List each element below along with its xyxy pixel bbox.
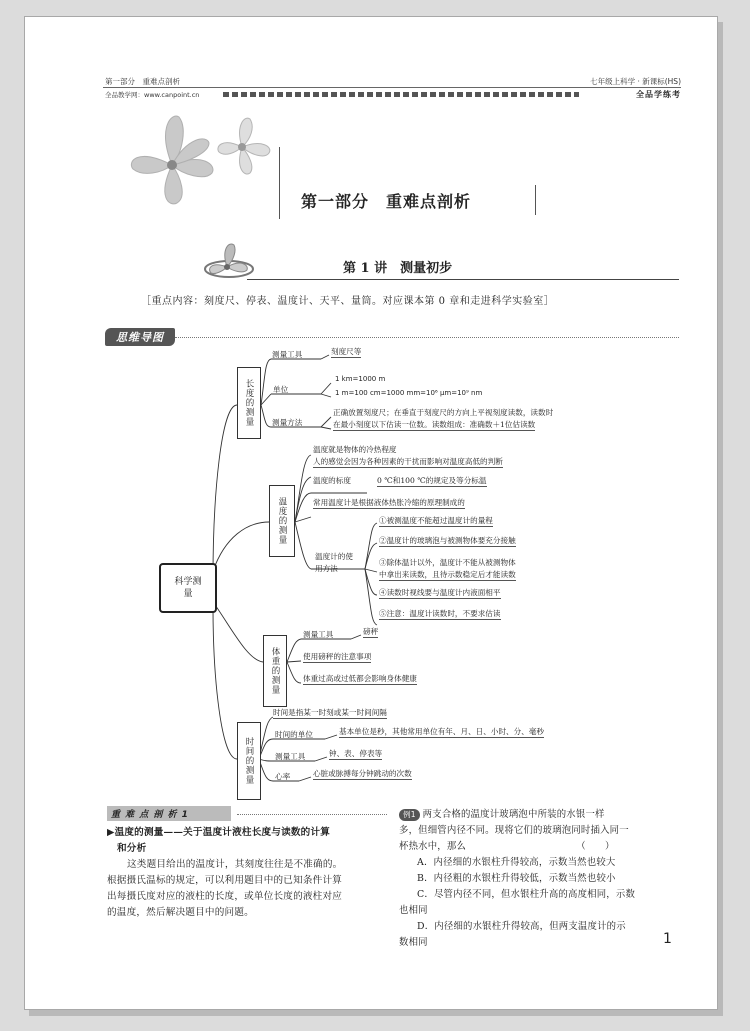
temp-principle: 常用温度计是根据液体热胀冷缩的原理制成的	[313, 498, 465, 507]
mindmap-root: 科学测量	[159, 563, 217, 613]
analysis-para-4: 的温度，然后解决题目中的问题。	[107, 907, 254, 918]
example-option-c: C．尽管内径不同，但水银柱升高的高度相同，示数	[417, 889, 636, 900]
weight-note-2: 体重过高或过低都会影响身体健康	[303, 674, 417, 683]
temp-use-2: ②温度计的玻璃泡与被测物体要充分接触	[379, 536, 516, 545]
example-option-b: B．内径粗的水银柱升得较低，示数当然也较小	[417, 873, 616, 884]
temp-scale: 0 ℃和100 ℃的规定及等分标温	[377, 476, 487, 485]
temp-usage-label: 温度计的使用方法	[315, 552, 353, 573]
node-weight: 体重的测量	[263, 635, 287, 707]
analysis-heading-2: 和分析	[117, 843, 147, 854]
length-unit-2: 1 m=100 cm=1000 mm=10⁶ μm=10⁹ nm	[335, 389, 483, 397]
header-left: 第一部分 重难点剖析	[105, 77, 180, 86]
example-text	[399, 807, 685, 951]
temp-scale-label: 温度的标度	[313, 476, 351, 485]
node-length: 长度的测量	[237, 367, 261, 439]
length-unit-label: 单位	[273, 385, 289, 394]
temp-use-4: ④读数时视线要与温度计内液面相平	[379, 588, 501, 597]
analysis-rule	[237, 814, 387, 815]
example-badge: 例1	[399, 809, 420, 821]
analysis-para-1: 这类题目给出的温度计，其刻度往往是不准确的。	[127, 859, 343, 870]
node-time: 时间的测量	[237, 722, 261, 800]
example-option-a: A．内径细的水银柱升得较高，示数当然也较大	[417, 857, 616, 868]
time-heart: 心脏或脉搏每分钟跳动的次数	[313, 769, 412, 778]
key-content: ［重点内容：刻度尺、停表、温度计、天平、量筒。对应课本第 0 章和走进科学实验室］	[141, 296, 555, 307]
temp-use-5: ⑤注意：温度计读数时，不要求估读	[379, 609, 501, 618]
length-method-2: 在最小刻度以下估读一位数。读数组成：准确数＋1位估读数	[333, 420, 536, 429]
temp-use-3a: ③除体温计以外，温度计不能从被测物体	[379, 558, 516, 567]
lesson-title: 第 1 讲 测量初步	[343, 261, 453, 276]
example-option-d-cont: 数相同	[399, 937, 428, 948]
example-line-3: 杯热水中，那么 （ ）	[399, 841, 615, 852]
time-tool-label: 测量工具	[275, 752, 306, 761]
length-tool: 刻度尺等	[331, 347, 362, 356]
example-line-2: 多，但细管内径不同。现将它们的玻璃泡同时插入同一	[399, 825, 629, 836]
temp-use-1: ①被测温度不能超过温度计的量程	[379, 516, 493, 525]
analysis-label: 重 难 点 剖 析 1	[107, 806, 231, 821]
length-unit-1: 1 km=1000 m	[335, 375, 386, 383]
header-right: 七年级上科学 · 新课标(HS)	[590, 77, 681, 86]
example-option-d: D．内径细的水银柱升得较高，但两支温度计的示	[417, 921, 626, 932]
weight-tool: 磅秤	[363, 627, 379, 636]
temp-def-1: 温度就是物体的冷热程度	[313, 445, 397, 454]
analysis-para-2: 根据摄氏温标的规定，可以利用题目中的已知条件计算	[107, 875, 343, 886]
header-site: 全品教学网：www.canpoint.cn	[105, 91, 200, 99]
length-method-label: 测量方法	[272, 418, 303, 427]
temp-def-2: 人的感觉会因为各种因素的干扰而影响对温度高低的判断	[313, 457, 503, 466]
temp-use-3b: 中拿出来读数，且待示数稳定后才能读数	[379, 570, 516, 579]
analysis-text	[107, 825, 399, 921]
header-brand: 全品学练考	[636, 90, 681, 99]
weight-note-1: 使用磅秤的注意事项	[303, 652, 372, 661]
analysis-heading-1: ▶温度的测量——关于温度计液柱长度与读数的计算	[107, 827, 331, 838]
page-number: 1	[663, 931, 672, 947]
time-unit: 基本单位是秒，其他常用单位有年、月、日、小时、分、毫秒	[339, 727, 545, 736]
analysis-para-3: 出每摄氏度对应的液柱的长度，或单位长度的液柱对应	[107, 891, 343, 902]
time-heart-label: 心率	[275, 772, 291, 781]
document-page	[24, 16, 718, 1010]
time-unit-label: 时间的单位	[275, 730, 313, 739]
example-line-1: 两支合格的温度计玻璃泡中所装的水银一样	[422, 809, 605, 820]
example-option-c-cont: 也相同	[399, 905, 428, 916]
time-tool: 钟、表、停表等	[329, 749, 383, 758]
length-tool-label: 测量工具	[272, 350, 303, 359]
length-method-1: 正确放置刻度尺；在垂直于刻度尺的方向上平视刻度读数，读数时	[333, 408, 554, 417]
section-label-mindmap: 思维导图	[105, 328, 175, 346]
part-title: 第一部分 重难点剖析	[301, 192, 472, 211]
time-def: 时间是指某一时刻或某一时间间隔	[273, 708, 387, 717]
node-temperature: 温度的测量	[269, 485, 295, 557]
weight-tool-label: 测量工具	[303, 630, 334, 639]
